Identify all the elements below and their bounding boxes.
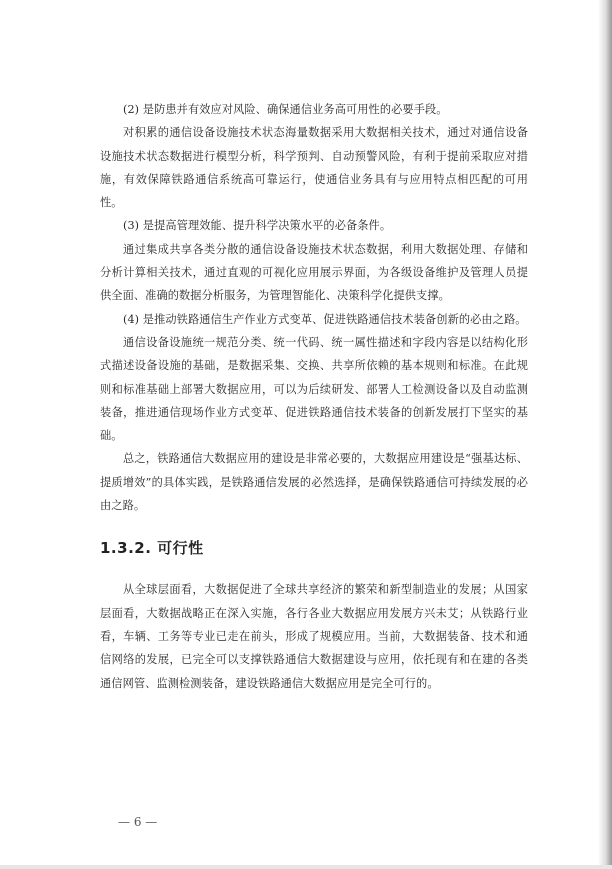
body-paragraph: 通信设备设施统一规范分类、统一代码、统一属性描述和字段内容是以结构化形式描述设备设施的基础，是数据采集、交换、共享所依赖的基本规则和标准。在此规则和标准基础上部署大数据应用，可以为后续研发、部署人工检测设备以及自动监测装备，推进通信现场作业方式变革、促进铁路通信技术装备的创新发展打下坚实的基础。 <box>100 335 528 443</box>
page-number: — 6 — <box>118 815 158 829</box>
list-item-3-heading: (3) 是提高管理效能、提升科学决策水平的必备条件。 <box>123 219 392 233</box>
section-heading: 1.3.2. 可行性 <box>100 539 204 558</box>
body-paragraph: 通过集成共享各类分散的通信设备设施技术状态数据，利用大数据处理、存储和分析计算相关技术，通过直观的可视化应用展示界面，为各级设备维护及管理人员提供全面、准确的数据分析服务，为管理智能化、决策科学化提供支撑。 <box>100 242 528 303</box>
feasibility-paragraph: 从全球层面看，大数据促进了全球共享经济的繁荣和新型制造业的发展；从国家层面看，大数据战略正在深入实施，各行各业大数据应用发展方兴未艾；从铁路行业看，车辆、工务等专业已走在前头，形成了规模应用。当前，大数据装备、技术和通信网络的发展，已完全可以支撑铁路通信大数据建设与应用，依托现有和在建的各类通信网管、监测检测装备，建设铁路通信大数据应用是完全可行的。 <box>100 583 528 690</box>
scan-shadow-bottom <box>0 865 612 869</box>
body-paragraph: 对积累的通信设备设施技术状态海量数据采用大数据相关技术，通过对通信设备设施技术状态数据进行模型分析，科学预判、自动预警风险，有利于提前采取应对措施，有效保障铁路通信系统高可靠运行，使通信业务具有与应用特点相匹配的可用性。 <box>100 126 528 210</box>
document-page <box>100 98 528 695</box>
conclusion-paragraph: 总之，铁路通信大数据应用的建设是非常必要的，大数据应用建设是“强基达标、提质增效”的具体实践，是铁路通信发展的必然选择，是确保铁路通信可持续发展的必由之路。 <box>100 452 528 513</box>
list-item-2-heading: (2) 是防患并有效应对风险、确保通信业务高可用性的必要手段。 <box>123 103 448 116</box>
scan-shadow-edge <box>598 0 612 869</box>
list-item-4-heading: (4) 是推动铁路通信生产作业方式变革、促进铁路通信技术装备创新的必由之路。 <box>123 312 527 326</box>
